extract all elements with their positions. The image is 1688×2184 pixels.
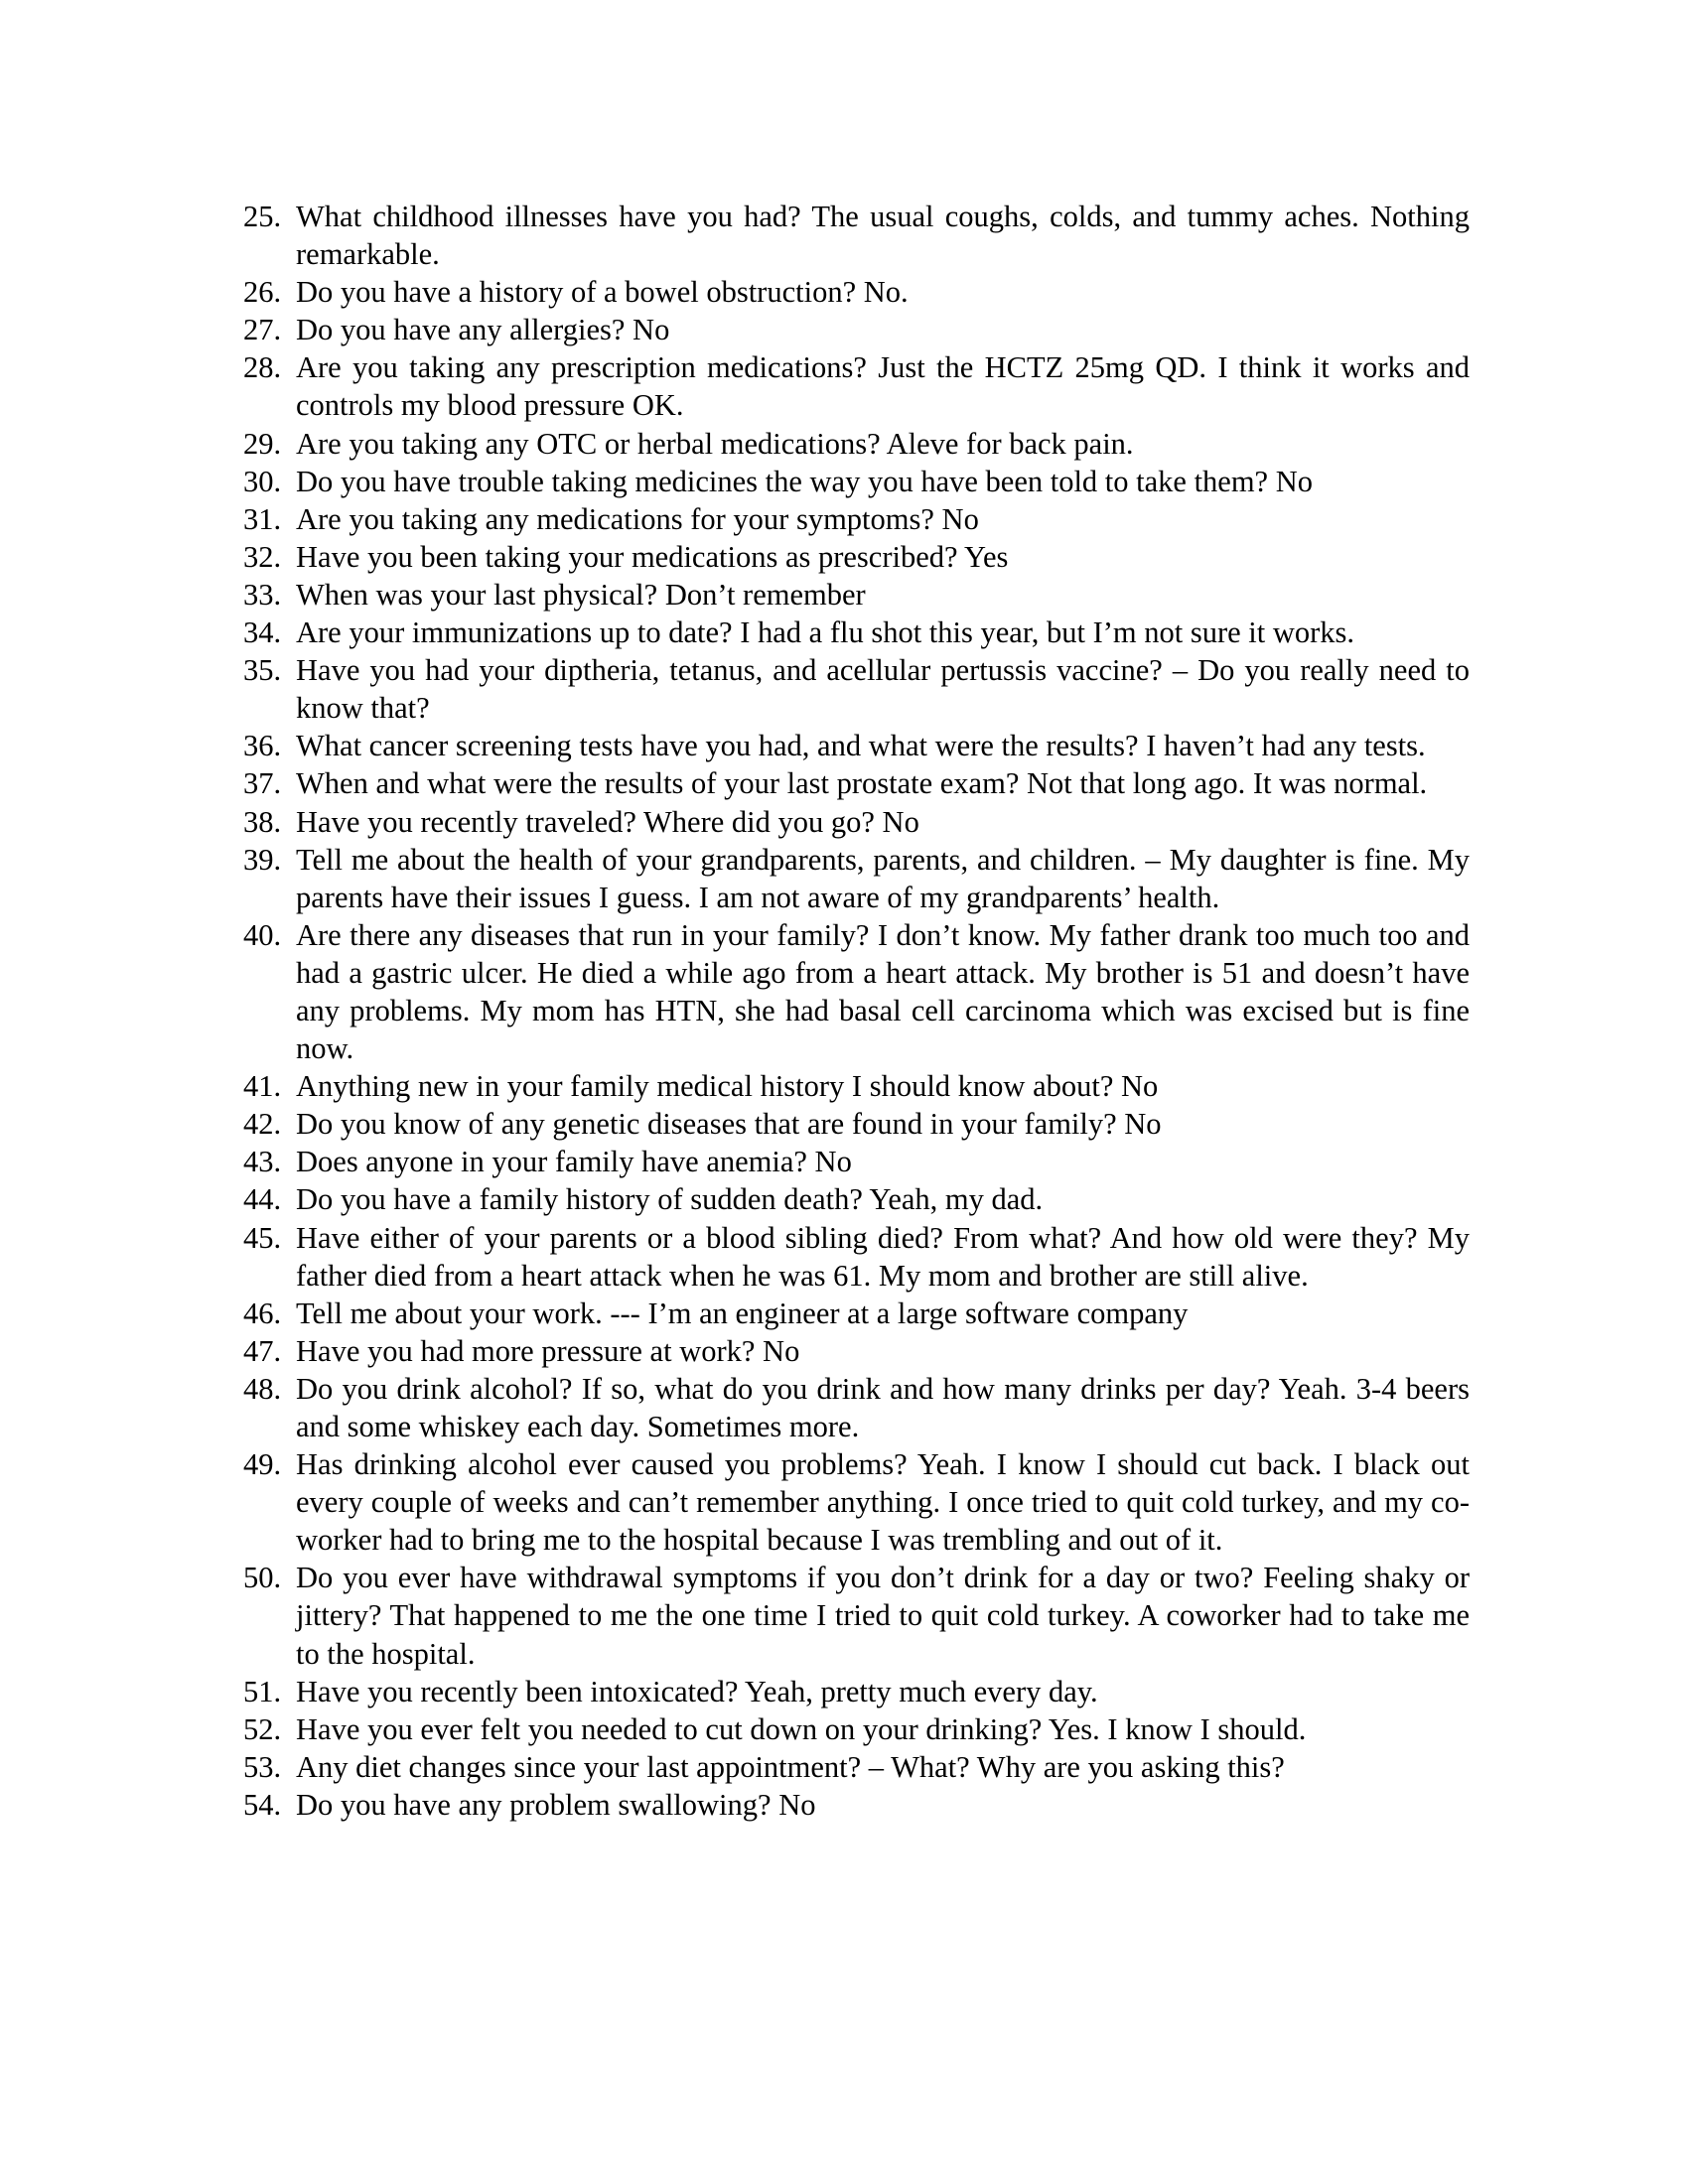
question-text: Have you been taking your medications as prescribed? Yes	[296, 539, 1009, 574]
question-text: Do you have a family history of sudden death? Yeah, my dad.	[296, 1182, 1044, 1217]
question-item	[243, 1786, 1470, 1824]
question-number: 31.	[243, 501, 282, 536]
question-number: 47.	[243, 1333, 282, 1368]
question-text: Has drinking alcohol ever caused you problems? Yeah. I know I should cut back. I black out every couple of weeks and can’t remember anything. I once tried to quit cold turkey, and my co-worker had to bring me to the hospital because I was trembling and out of it.	[296, 1447, 1470, 1558]
question-text: Do you ever have withdrawal symptoms if you don’t drink for a day or two? Feeling shaky or jittery? That happened to me the one time I tried to quit cold turkey. A coworker had to take me to the hospital.	[296, 1561, 1470, 1671]
question-text: Are you taking any prescription medications? Just the HCTZ 25mg QD. I think it works and controls my blood pressure OK.	[296, 350, 1470, 423]
question-item	[243, 311, 1470, 348]
question-number: 53.	[243, 1749, 282, 1784]
question-item	[243, 764, 1470, 802]
question-text: Do you know of any genetic diseases that are found in your family? No	[296, 1107, 1162, 1142]
question-item	[243, 500, 1470, 538]
question-number: 30.	[243, 464, 282, 498]
question-item	[243, 1710, 1470, 1748]
question-item	[243, 1295, 1470, 1332]
question-item	[243, 273, 1470, 311]
question-item	[243, 425, 1470, 463]
question-item	[243, 916, 1470, 1067]
question-text: Are there any diseases that run in your family? I don’t know. My father drank too much too and had a gastric ulcer. He died a while ago from a heart attack. My brother is 51 and doesn’t have any problems. My mom has HTN, she had basal cell carcinoma which was excised but is fine now.	[296, 917, 1470, 1066]
question-text: Have you recently been intoxicated? Yeah, pretty much every day.	[296, 1674, 1098, 1708]
question-text: Does anyone in your family have anemia? No	[296, 1145, 852, 1179]
question-number: 50.	[243, 1561, 282, 1595]
question-number: 46.	[243, 1296, 282, 1330]
question-text: Tell me about your work. --- I’m an engineer at a large software company	[296, 1296, 1189, 1330]
question-item	[243, 348, 1470, 424]
question-number: 32.	[243, 539, 282, 574]
question-number: 39.	[243, 842, 282, 877]
question-list	[243, 198, 1470, 1824]
question-item	[243, 198, 1470, 273]
question-text: When was your last physical? Don’t remember	[296, 577, 866, 612]
question-text: Have you recently traveled? Where did you go? No	[296, 804, 919, 839]
question-number: 42.	[243, 1107, 282, 1142]
question-item	[243, 1370, 1470, 1445]
question-text: Are your immunizations up to date? I had a flu shot this year, but I’m not sure it works.	[296, 615, 1355, 650]
question-text: What childhood illnesses have you had? The usual coughs, colds, and tummy aches. Nothing remarkable.	[296, 200, 1470, 272]
question-text: Have you ever felt you needed to cut down on your drinking? Yes. I know I should.	[296, 1711, 1307, 1746]
question-item	[243, 463, 1470, 500]
question-text: Any diet changes since your last appointment? – What? Why are you asking this?	[296, 1749, 1285, 1784]
question-number: 38.	[243, 804, 282, 839]
question-text: Have either of your parents or a blood sibling died? From what? And how old were they? My father died from a heart attack when he was 61. My mom and brother are still alive.	[296, 1220, 1470, 1293]
question-number: 48.	[243, 1371, 282, 1406]
question-number: 37.	[243, 766, 282, 801]
question-number: 29.	[243, 426, 282, 461]
question-item	[243, 538, 1470, 576]
question-item	[243, 1445, 1470, 1559]
question-item	[243, 1332, 1470, 1370]
question-text: Are you taking any OTC or herbal medications? Aleve for back pain.	[296, 426, 1134, 461]
question-item	[243, 1143, 1470, 1180]
question-text: Do you have any problem swallowing? No	[296, 1787, 816, 1822]
question-number: 40.	[243, 917, 282, 952]
question-text: Do you have a history of a bowel obstruction? No.	[296, 275, 909, 310]
question-number: 49.	[243, 1447, 282, 1482]
question-item	[243, 576, 1470, 614]
question-item	[243, 1559, 1470, 1672]
question-text: What cancer screening tests have you had, and what were the results? I haven’t had any tests.	[296, 729, 1426, 763]
question-number: 43.	[243, 1145, 282, 1179]
question-item	[243, 1748, 1470, 1786]
question-number: 41.	[243, 1069, 282, 1104]
question-number: 26.	[243, 275, 282, 310]
question-item	[243, 1219, 1470, 1295]
question-number: 44.	[243, 1182, 282, 1217]
question-item	[243, 614, 1470, 651]
question-text: When and what were the results of your last prostate exam? Not that long ago. It was normal.	[296, 766, 1428, 801]
question-text: Tell me about the health of your grandparents, parents, and children. – My daughter is fine. My parents have their issues I guess. I am not aware of my grandparents’ health.	[296, 842, 1470, 914]
question-text: Have you had your diptheria, tetanus, and acellular pertussis vaccine? – Do you really need to know that?	[296, 653, 1470, 726]
question-number: 27.	[243, 313, 282, 347]
question-number: 33.	[243, 577, 282, 612]
question-number: 36.	[243, 729, 282, 763]
question-number: 28.	[243, 350, 282, 385]
question-item	[243, 1067, 1470, 1105]
question-number: 25.	[243, 200, 282, 233]
question-number: 52.	[243, 1711, 282, 1746]
question-item	[243, 1105, 1470, 1143]
question-item	[243, 727, 1470, 764]
question-number: 35.	[243, 653, 282, 688]
question-item	[243, 803, 1470, 841]
question-item	[243, 841, 1470, 916]
question-text: Anything new in your family medical history I should know about? No	[296, 1069, 1159, 1104]
question-number: 45.	[243, 1220, 282, 1255]
question-number: 34.	[243, 615, 282, 650]
question-number: 51.	[243, 1674, 282, 1708]
question-item	[243, 1673, 1470, 1710]
question-item	[243, 651, 1470, 727]
question-text: Have you had more pressure at work? No	[296, 1333, 800, 1368]
question-number: 54.	[243, 1787, 282, 1822]
question-text: Do you have trouble taking medicines the way you have been told to take them? No	[296, 464, 1313, 498]
question-text: Do you have any allergies? No	[296, 313, 670, 347]
question-text: Are you taking any medications for your symptoms? No	[296, 501, 979, 536]
question-text: Do you drink alcohol? If so, what do you drink and how many drinks per day? Yeah. 3-4 beers and some whiskey each day. Sometimes more.	[296, 1371, 1470, 1443]
question-item	[243, 1180, 1470, 1218]
